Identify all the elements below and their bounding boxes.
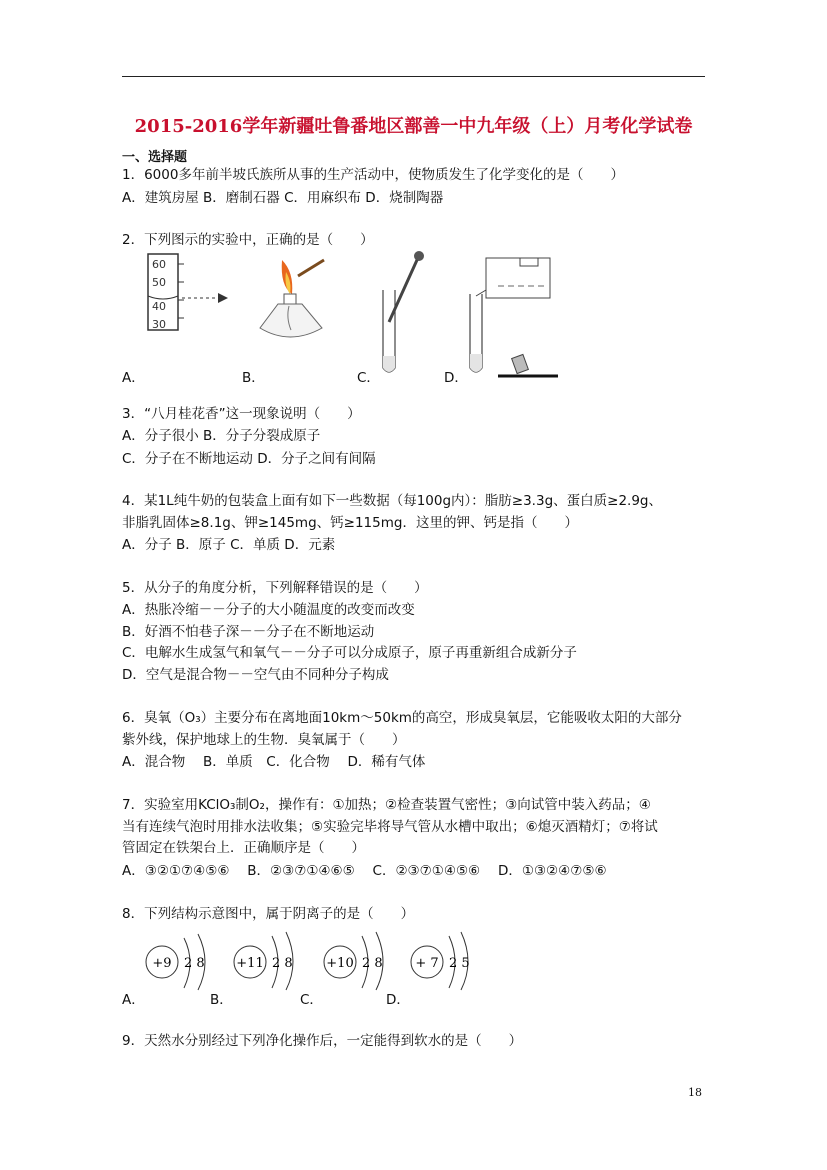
tick-label: 30 [152,318,166,331]
q6-stem-2: 紫外线，保护地球上的生物．臭氧属于（ ） [122,732,406,748]
shell-label: 2 8 [362,956,383,971]
q8-label-d: D． [386,992,410,1008]
q6-stem: 6．臭氧（O₃）主要分布在离地面10km～50km的高空，形成臭氧层，它能吸收太阳的大部分 [122,710,682,726]
q9-stem: 9．天然水分别经过下列净化操作后，一定能得到软水的是（ ） [122,1033,523,1049]
q7-options: A．③②①⑦④⑤⑥ B．②③⑦①④⑥⑤ C．②③⑦①④⑤⑥ D．①③②④⑦⑤⑥ [122,863,607,879]
q2-label-d: D． [444,370,468,386]
q7-stem-3: 管固定在铁架台上．正确顺序是（ ） [122,840,365,856]
shell-label: 2 8 [272,956,293,971]
shell-label: 2 8 [184,956,205,971]
q3-stem: 3．“八月桂花香”这一现象说明（ ） [122,406,361,422]
q5-option-b: B．好酒不怕巷子深－－分子在不断地运动 [122,624,375,640]
q5-option-d: D．空气是混合物－－空气由不同种分子构成 [122,667,389,683]
page-title: 2015-2016学年新疆吐鲁番地区鄯善一中九年级（上）月考化学试卷 [134,116,693,137]
q2-label-b: B． [242,370,265,386]
atom-diagram-a [140,932,220,992]
section-heading: 一、选择题 [122,150,188,165]
dropper-test-tube-figure [375,250,435,380]
header-rule [122,76,705,77]
alcohol-lamp-figure [258,254,328,346]
q7-stem: 7．实验室用KClO₃制O₂，操作有：①加热；②检查装置气密性；③向试管中装入药品；④ [122,797,651,813]
q5-option-c: C．电解水生成氢气和氧气－－分子可以分成原子，原子再重新组合成新分子 [122,645,577,661]
nucleus-label: +10 [326,956,354,971]
q8-stem: 8．下列结构示意图中，属于阴离子的是（ ） [122,906,415,922]
q8-label-a: A． [122,992,145,1008]
tick-label: 50 [152,276,166,289]
atom-diagram-b [228,930,308,992]
page-number: 18 [688,1086,702,1099]
tick-label: 60 [152,258,166,271]
q1-stem: 1．6000多年前半坡氏族所从事的生产活动中，使物质发生了化学变化的是（ ） [122,167,624,183]
atom-diagram-d [405,930,485,992]
pouring-liquid-figure [462,250,562,380]
shell-label: 2 5 [449,956,470,971]
q4-options: A．分子 B．原子 C．单质 D．元素 [122,537,336,553]
nucleus-label: +9 [152,956,172,971]
nucleus-label: + 7 [415,956,439,971]
q3-options-1: A．分子很小 B．分子分裂成原子 [122,428,321,444]
q5-option-a: A．热胀冷缩－－分子的大小随温度的改变而改变 [122,602,415,618]
atom-diagram-c [318,930,398,992]
graduated-cylinder-figure [138,252,238,332]
q4-stem: 4．某1L纯牛奶的包装盒上面有如下一些数据（每100g内）：脂肪≥3.3g、蛋白质≥2.9g、 [122,493,662,509]
q8-label-b: B． [210,992,233,1008]
q2-label-c: C． [357,370,380,386]
q3-options-2: C．分子在不断地运动 D．分子之间有间隔 [122,451,376,467]
q5-stem: 5．从分子的角度分析，下列解释错误的是（ ） [122,580,428,596]
tick-label: 40 [152,300,166,313]
q2-stem: 2．下列图示的实验中，正确的是（ ） [122,232,374,248]
q4-stem-2: 非脂乳固体≥8.1g、钾≥145mg、钙≥115mg．这里的钾、钙是指（ ） [122,515,578,531]
q6-options: A．混合物 B．单质 C．化合物 D．稀有气体 [122,754,426,770]
q7-stem-2: 当有连续气泡时用排水法收集；⑤实验完毕将导气管从水槽中取出；⑥熄灭酒精灯；⑦将试 [122,819,658,835]
q8-label-c: C． [300,992,323,1008]
nucleus-label: +11 [236,956,264,971]
q2-label-a: A． [122,370,145,386]
q1-options: A．建筑房屋 B．磨制石器 C．用麻织布 D．烧制陶器 [122,190,444,206]
